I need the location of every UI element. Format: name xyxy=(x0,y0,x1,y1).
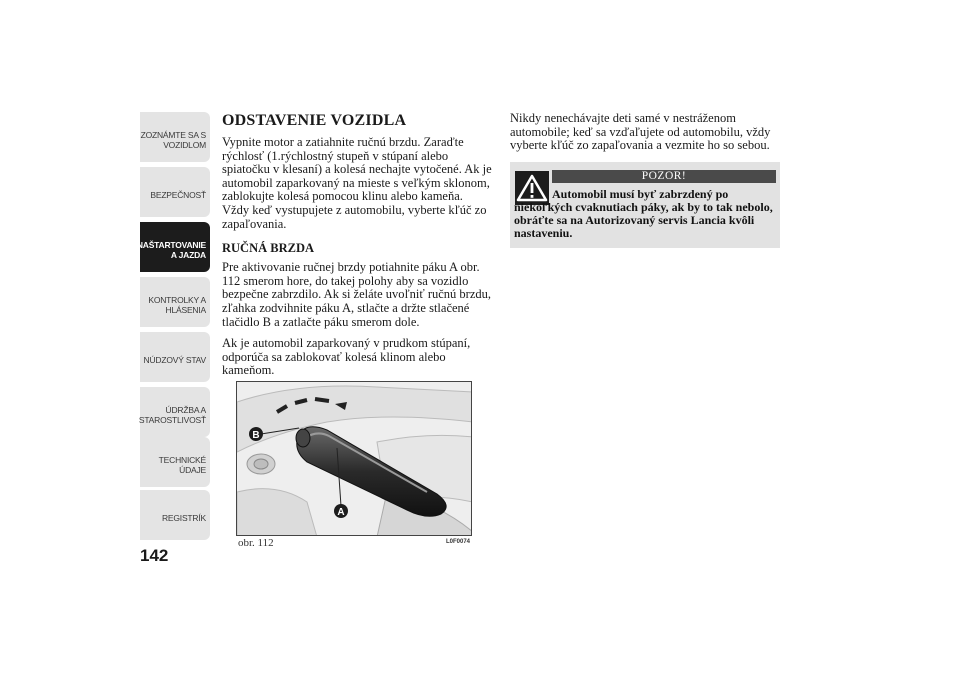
tab-label: KONTROLKY A xyxy=(148,295,206,305)
tab-label: ÚDAJE xyxy=(179,465,206,475)
handbrake-illustration xyxy=(237,382,472,536)
tab-label: HLÁSENIA xyxy=(165,305,206,315)
tab-label: VOZIDLOM xyxy=(163,140,206,150)
tab-registrik[interactable] xyxy=(140,490,210,540)
paragraph-slope: Ak je automobil zaparkovaný v prudkom stúpaní, odporúča sa zablokovať kolesá klinom alebo kameňom. xyxy=(222,336,471,378)
handbrake-figure xyxy=(236,381,472,536)
tab-label: TECHNICKÉ xyxy=(158,455,206,465)
tab-zoznamte-sa[interactable] xyxy=(140,112,210,162)
tab-label: NÚDZOVÝ STAV xyxy=(143,355,206,365)
tab-label: NAŠTARTOVANIE xyxy=(136,240,206,250)
paragraph-handbrake: Pre aktivovanie ručnej brzdy potiahnite páku A obr. 112 smerom hore, do takej polohy aby sa vozidlo bezpečne zabrzdilo. Ak si želáte uvoľniť ručnú brzdu, zľahka zodvihnite páku A, stlačte a držte stlačené tlačidlo B a zatlačte páku smerom dole. xyxy=(222,260,491,329)
tab-nastartovanie[interactable] xyxy=(136,222,210,272)
tab-bezpecnost[interactable] xyxy=(140,167,210,217)
warning-text: Automobil musí byť zabrzdený po niekoľkých cvaknutiach páky, ak by to tak nebolo, obráťte sa na Autorizovaný servis Lancia kvôli nastaveniu. xyxy=(514,187,773,240)
page-number: 142 xyxy=(140,546,169,565)
paragraph-parking: Vypnite motor a zatiahnite ručnú brzdu. Zaraďte rýchlosť (1.rýchlostný stupeň v stúpaní alebo spiatočku v klesaní) a kolesá nechajte vytočené. Ak je automobil zaparkovaný na mieste s veľkým sklonom, zablokujte kolesá pomocou klinu alebo kameňa. Vždy keď vystupujete z automobilu, vyberte kľúč zo zapaľovania. xyxy=(222,135,492,231)
label-a: A xyxy=(337,507,345,518)
right-column xyxy=(510,112,782,161)
label-b: B xyxy=(252,430,260,441)
paragraph-children: Nikdy nenechávajte deti samé v nestráženom automobile; keď sa vzďaľujete od automobilu, vždy vyberte kľúč zo zapaľovania a vezmite ho so sebou. xyxy=(510,111,771,153)
warning-title: POZOR! xyxy=(552,170,776,183)
tab-label: BEZPEČNOSŤ xyxy=(150,190,206,200)
tab-label: STAROSTLIVOSŤ xyxy=(138,415,206,425)
tab-nudzovy-stav[interactable] xyxy=(140,332,210,382)
section-title: ODSTAVENIE VOZIDLA xyxy=(222,112,407,129)
figure-code: L0F0074 xyxy=(446,539,471,545)
tab-technicke-udaje[interactable] xyxy=(140,437,210,487)
tab-label: ZOZNÁMTE SA S xyxy=(140,130,206,140)
warning-box xyxy=(510,162,780,248)
tab-label: REGISTRÍK xyxy=(161,513,206,523)
subsection-title: RUČNÁ BRZDA xyxy=(222,241,315,256)
tab-udrzba[interactable] xyxy=(140,387,210,437)
tab-label: A JAZDA xyxy=(170,250,206,260)
tab-label: ÚDRŽBA A xyxy=(165,405,206,415)
left-column xyxy=(222,112,492,386)
tab-kontrolky[interactable] xyxy=(140,277,210,327)
figure-caption: obr. 112 xyxy=(238,537,274,549)
